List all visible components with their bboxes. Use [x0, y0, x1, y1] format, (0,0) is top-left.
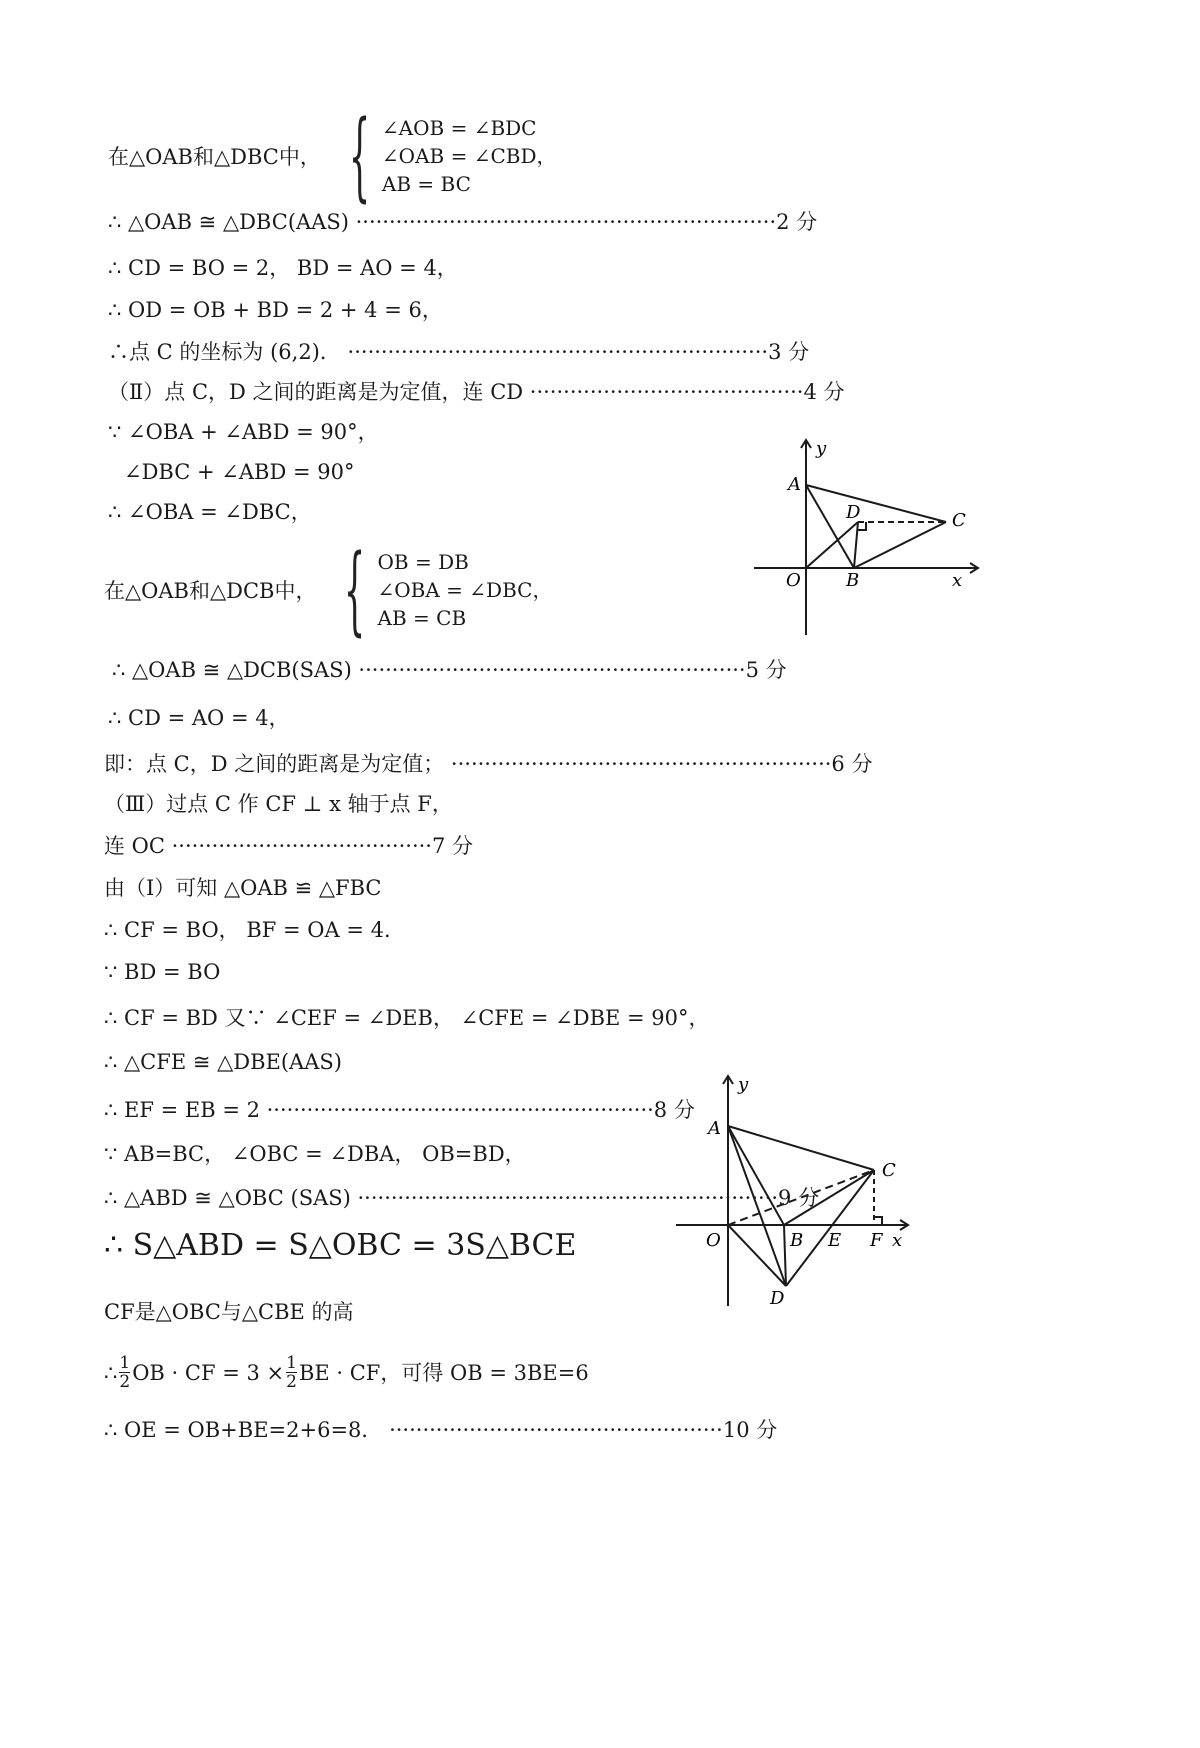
label-b: B	[846, 570, 860, 591]
label-x: x	[892, 1230, 903, 1251]
step-line: ∴ ∠OBA = ∠DBC，	[108, 500, 312, 524]
step-line: CF是△OBC与△CBE 的高	[104, 1300, 354, 1324]
left-brace: {	[344, 534, 366, 646]
equation-end: BE · CF，可得 OB = 3BE=6	[298, 1360, 589, 1385]
fraction-denominator: 2	[286, 1372, 297, 1392]
step-line: ∴点 C 的坐标为 (6,2)． ·······························································3 分	[108, 340, 810, 364]
condition-3: AB = CB	[377, 606, 467, 630]
system-conditions	[382, 114, 557, 198]
label-o: O	[786, 570, 801, 591]
therefore-symbol: ∴	[104, 1360, 118, 1385]
step-line: ∵ BD = BO	[104, 960, 221, 984]
condition-3: AB = BC	[381, 172, 471, 196]
segment-bc	[784, 1170, 874, 1225]
fraction-numerator: 1	[286, 1353, 297, 1373]
right-angle-mark	[874, 1217, 882, 1225]
system-lead-text: 在△OAB和△DBC中，	[108, 145, 321, 169]
half-fraction	[286, 1354, 297, 1391]
condition-2: ∠OBA = ∠DBC，	[377, 578, 553, 602]
label-x: x	[952, 570, 963, 591]
segment-bd	[854, 522, 858, 568]
left-brace: {	[348, 100, 371, 212]
step-line: （Ⅲ）过点 C 作 CF ⊥ x 轴于点 F，	[104, 792, 453, 816]
step-line: ∴ CD = BO = 2， BD = AO = 4，	[108, 256, 458, 280]
label-f: F	[870, 1230, 883, 1251]
step-line: 由（Ⅰ）可知 △OAB ≌ △FBC	[104, 876, 382, 900]
geometry-figure-2	[668, 1068, 928, 1313]
step-line: ∴ OE = OB+BE=2+6=8． ··················································10 分	[104, 1418, 778, 1442]
step-line: ∴ CF = BD 又∵ ∠CEF = ∠DEB， ∠CFE = ∠DBE = 90°，	[104, 1006, 710, 1030]
step-line: （Ⅱ）点 C，D 之间的距离是为定值，连 CD ·········································4 分	[108, 380, 845, 404]
step-line: ∴ △OAB ≅ △DBC(AAS) ·······························································2 分	[108, 210, 818, 234]
label-c: C	[952, 510, 966, 531]
label-e: E	[828, 1230, 842, 1251]
step-line: ∴ EF = EB = 2 ··························································8 分	[104, 1098, 695, 1122]
label-b: B	[790, 1230, 804, 1251]
step-line: 即：点 C，D 之间的距离是为定值； ·························································6 分	[104, 752, 873, 776]
label-a: A	[788, 474, 801, 495]
label-d: D	[770, 1288, 785, 1309]
step-line: ∴ △OAB ≅ △DCB(SAS) ··························································5 分	[112, 658, 787, 682]
segment-od	[728, 1225, 786, 1286]
system-conditions	[378, 548, 553, 632]
fraction-numerator: 1	[119, 1353, 131, 1373]
label-c: C	[882, 1160, 896, 1181]
label-y: y	[816, 438, 827, 459]
segment-bc	[854, 522, 946, 568]
geometry-figure-1	[740, 430, 990, 645]
condition-1: ∠AOB = ∠BDC	[381, 116, 537, 140]
label-o: O	[706, 1230, 721, 1251]
fraction-denominator: 2	[119, 1372, 131, 1392]
step-line: 连 OC ·······································7 分	[104, 834, 474, 858]
step-line: ∴ CF = BO， BF = OA = 4．	[104, 918, 405, 942]
step-line: ∵ AB=BC， ∠OBC = ∠DBA， OB=BD，	[104, 1142, 526, 1166]
system-oab-dbc	[108, 100, 557, 212]
fraction-equation	[104, 1354, 589, 1391]
system-lead-text: 在△OAB和△DCB中，	[104, 579, 317, 603]
label-a: A	[708, 1118, 721, 1139]
step-line: ∴ △CFE ≅ △DBE(AAS)	[104, 1050, 342, 1074]
area-equation: ∴ S△ABD = S△OBC = 3S△BCE	[104, 1228, 577, 1263]
step-line: ∵ ∠OBA + ∠ABD = 90°，	[108, 420, 379, 444]
condition-2: ∠OAB = ∠CBD，	[381, 144, 557, 168]
step-line: ∴ OD = OB + BD = 2 + 4 = 6，	[108, 298, 443, 322]
segment-bd	[784, 1225, 786, 1286]
step-line: ∠DBC + ∠ABD = 90°	[124, 460, 355, 484]
step-line: ∴ CD = AO = 4，	[108, 706, 290, 730]
equation-middle: OB · CF = 3 ×	[132, 1360, 285, 1385]
segment-ac	[806, 485, 946, 522]
label-d: D	[846, 502, 861, 523]
system-oab-dcb	[104, 534, 553, 646]
right-angle-mark	[858, 522, 866, 530]
half-fraction	[119, 1354, 130, 1391]
label-y: y	[738, 1074, 749, 1095]
step-line: ∴ △ABD ≅ △OBC (SAS) ·······························································9 分	[104, 1186, 820, 1210]
segment-ab	[806, 485, 854, 568]
condition-1: OB = DB	[377, 550, 469, 574]
